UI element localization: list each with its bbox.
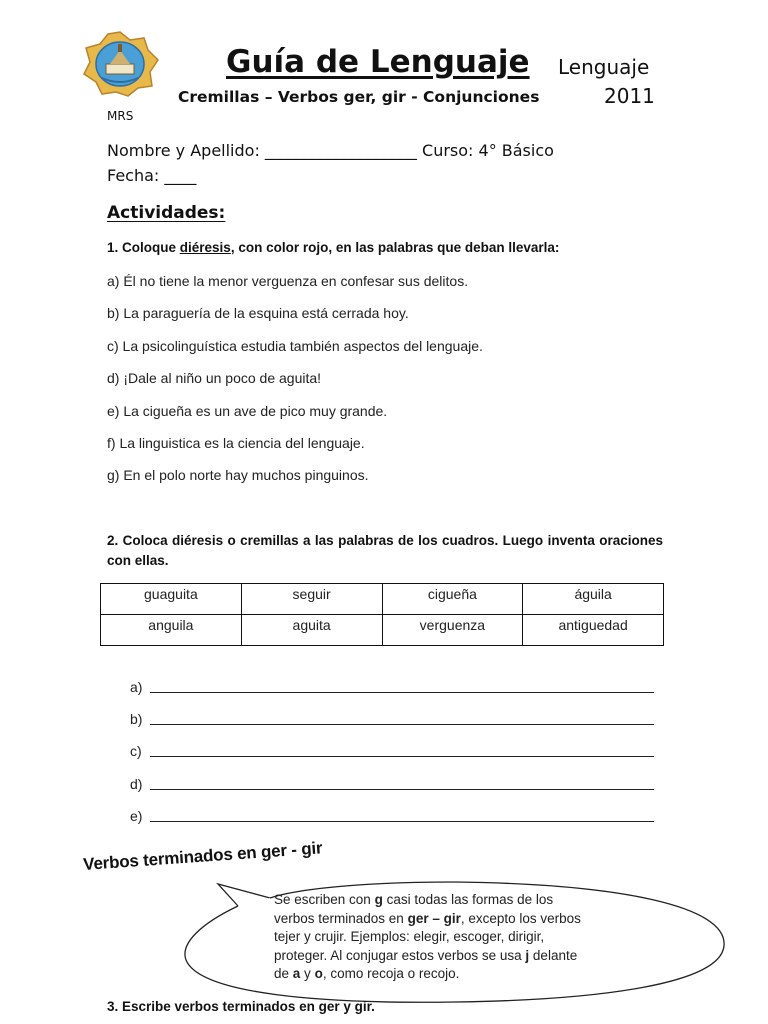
table-cell: seguir <box>241 584 382 615</box>
date-blank: ____ <box>164 166 197 185</box>
q1-prefix: 1. Coloque <box>107 240 180 255</box>
answer-line-e[interactable] <box>130 808 142 824</box>
question-1 <box>107 240 559 255</box>
sentence-g: g) En el polo norte hay muchos pinguinos. <box>107 467 369 483</box>
date-line <box>107 166 196 185</box>
answer-label: b) <box>130 711 143 727</box>
table-cell: aguita <box>241 615 382 646</box>
sentence-a: a) Él no tiene la menor verguenza en confesar sus delitos. <box>107 273 469 289</box>
q1-underlined: diéresis <box>179 240 231 255</box>
name-blank: ___________________ <box>264 141 417 160</box>
answer-label: a) <box>130 679 143 695</box>
guide-subtitle: Cremillas – Verbos ger, gir - Conjunciones <box>178 88 540 106</box>
school-crest-icon <box>80 30 160 98</box>
answer-label: c) <box>130 743 142 759</box>
table-cell: cigueña <box>382 584 523 615</box>
course-label: Curso: 4° Básico <box>422 141 554 160</box>
answer-label: d) <box>130 776 143 792</box>
sentence-f: f) La linguistica es la ciencia del lenguaje. <box>107 435 365 451</box>
verbs-rule-text: Se escriben con g casi todas las formas de los verbos terminados en ger – gir, excepto los verbos tejer y crujir. Ejemplos: elegir, escoger, dirigir, proteger. Al conjugar estos verbos se usa j delante de a y o, como recoja o recojo. <box>274 892 581 981</box>
answer-line-a[interactable] <box>130 679 142 695</box>
answer-blank[interactable] <box>150 789 654 790</box>
answer-blank[interactable] <box>150 821 654 822</box>
table-row <box>101 615 664 646</box>
answer-line-c[interactable] <box>130 743 142 759</box>
sentence-b: b) La paraguería de la esquina está cerrada hoy. <box>107 305 409 321</box>
page-title: Guía de Lenguaje <box>226 44 530 80</box>
table-cell: águila <box>523 584 664 615</box>
answer-blank[interactable] <box>150 756 654 757</box>
table-row <box>101 584 664 615</box>
question-2: 2. Coloca diéresis o cremillas a las palabras de los cuadros. Luego inventa oraciones con ellas. <box>107 533 663 568</box>
table-cell: anguila <box>101 615 242 646</box>
table-cell: guaguita <box>101 584 242 615</box>
subject-label: Lenguaje <box>558 55 650 79</box>
table-cell: verguenza <box>382 615 523 646</box>
answer-blank[interactable] <box>150 724 654 725</box>
answer-blank[interactable] <box>150 692 654 693</box>
sentence-e: e) La cigueña es un ave de pico muy grande. <box>107 403 388 419</box>
answer-label: e) <box>130 808 143 824</box>
answer-line-b[interactable] <box>130 711 142 727</box>
student-name-line <box>107 141 554 160</box>
verbs-heading: Verbos terminados en ger - gir <box>82 838 323 875</box>
date-label: Fecha: <box>107 166 160 185</box>
year-label: 2011 <box>604 84 655 108</box>
sentence-d: d) ¡Dale al niño un poco de aguita! <box>107 370 322 386</box>
sentence-c: c) La psicolinguística estudia también aspectos del lenguaje. <box>107 338 483 354</box>
question-3: 3. Escribe verbos terminados en ger y gir. <box>107 999 375 1014</box>
q1-suffix: , con color rojo, en las palabras que deban llevarla: <box>230 240 560 255</box>
word-table <box>100 583 664 646</box>
table-cell: antiguedad <box>523 615 664 646</box>
teacher-initials: MRS <box>107 109 134 123</box>
activities-heading: Actividades: <box>107 203 226 223</box>
name-label: Nombre y Apellido: <box>107 141 260 160</box>
answer-line-d[interactable] <box>130 776 142 792</box>
